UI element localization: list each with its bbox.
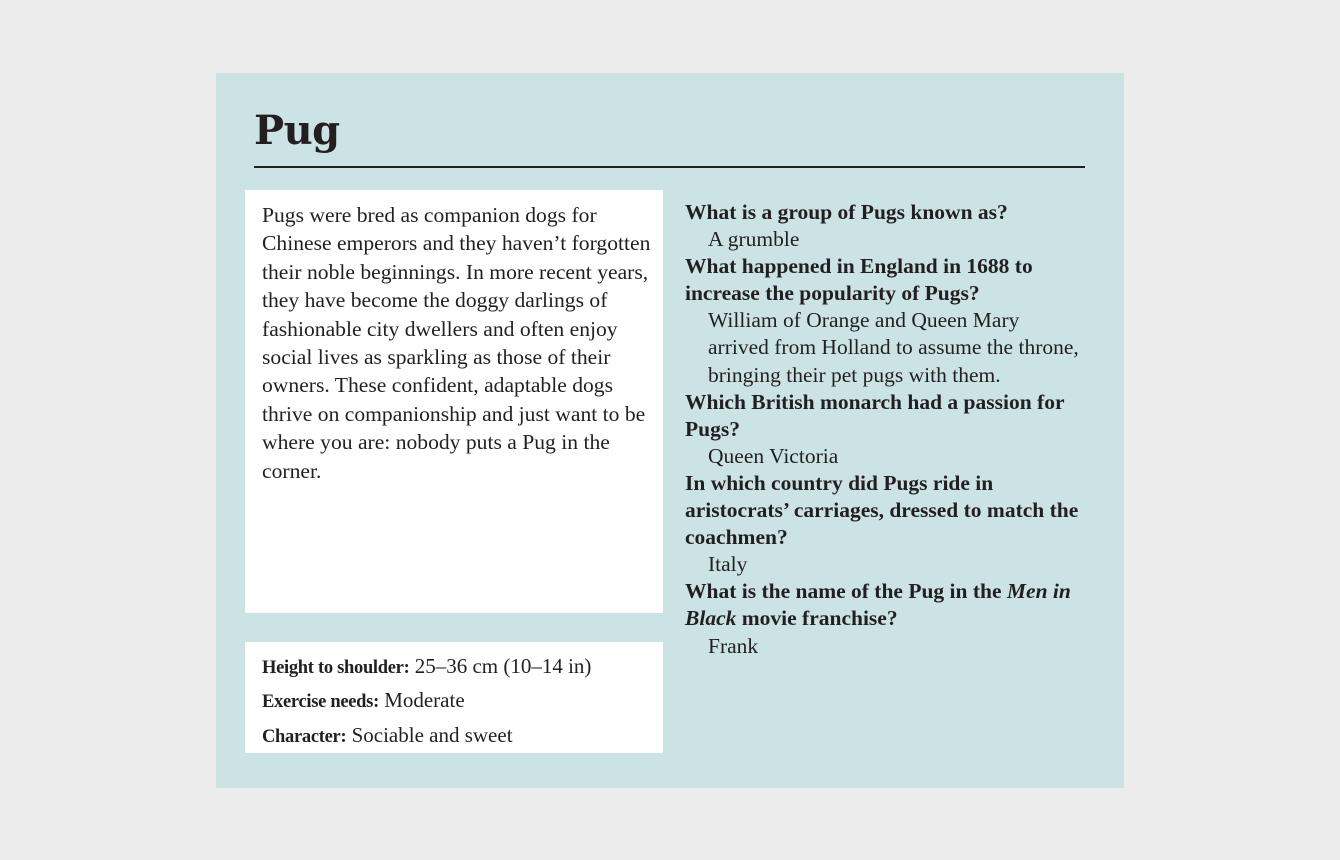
quiz-answer: Queen Victoria <box>708 443 839 468</box>
question-suffix: movie franchise? <box>736 606 898 631</box>
fact-character <box>262 719 653 753</box>
fact-value: Sociable and sweet <box>346 722 513 747</box>
breed-card <box>216 73 1124 788</box>
fact-height <box>262 650 653 684</box>
quiz-question: In which country did Pugs ride in aristocrats’ carriages, dressed to match the coachmen? <box>685 470 1079 550</box>
quiz-question <box>685 578 1085 632</box>
quiz-question: What is a group of Pugs known as? <box>685 200 1008 224</box>
fact-label: Exercise needs: <box>262 692 379 713</box>
description-panel <box>245 190 663 613</box>
fact-exercise <box>262 684 653 718</box>
quiz-question: What happened in England in 1688 to increase the popularity of Pugs? <box>685 254 1033 306</box>
quiz-answer: A grumble <box>708 227 800 252</box>
quiz-answer: William of Orange and Queen Mary arrived from Holland to assume the throne, bringing their pet pugs with them. <box>708 308 1079 387</box>
quiz-answer: Italy <box>708 552 748 577</box>
fact-value: 25–36 cm (10–14 in) <box>409 654 592 678</box>
fact-label: Height to shoulder: <box>262 658 410 678</box>
movie-title: Men in Black <box>685 579 1071 631</box>
page-title: Pug <box>254 107 340 154</box>
quiz-answer: Frank <box>708 633 759 658</box>
title-divider <box>254 166 1085 168</box>
quiz-section <box>685 199 1085 660</box>
question-prefix: What is the name of the Pug in the <box>685 579 1007 604</box>
fact-label: Character: <box>262 726 347 747</box>
quiz-question: Which British monarch had a passion for Pugs? <box>685 389 1065 441</box>
description-text: Pugs were bred as companion dogs for Chinese emperors and they haven’t forgotten their noble beginnings. In more recent years, they have become the doggy darlings of fashionable city dwellers and often enjoy social lives as sparkling as those of their owners. These confident, adaptable dogs thrive on companionship and just want to be where you are: nobody puts a Pug in the corner. <box>262 203 651 483</box>
facts-panel <box>245 642 663 753</box>
fact-value: Moderate <box>378 688 465 713</box>
